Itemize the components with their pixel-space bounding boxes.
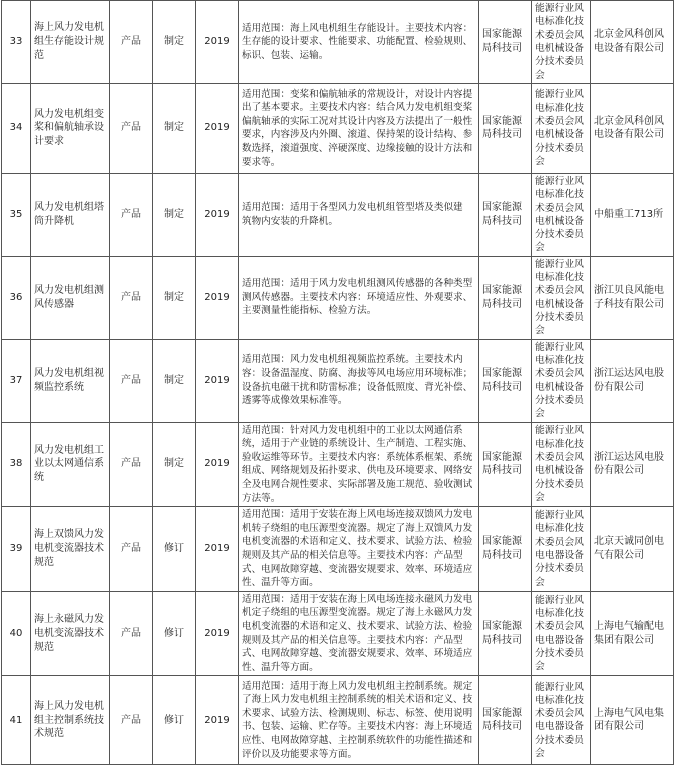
table-row — [2, 507, 674, 592]
standard-action: 修订 — [153, 591, 196, 676]
managing-department: 国家能源局科技司 — [479, 591, 532, 676]
row-number: 34 — [2, 83, 31, 173]
technical-committee: 能源行业风电标准化技术委员会风电电器设备分技术委员会 — [532, 591, 591, 676]
standard-name: 海上风力发电机组生存能设计规范 — [31, 1, 110, 84]
plan-year: 2019 — [196, 507, 239, 592]
scope-and-content: 适用范围：适用于各型风力发电机组管型塔及类似建 筑物内安装的升降机。 — [239, 173, 479, 256]
standard-name: 风力发电机组测风传感器 — [31, 256, 110, 339]
standards-table — [1, 0, 674, 765]
scope-and-content: 适用范围：适用于风力发电机组测风传感器的各种类型测风传感器。主要技术内容：环境适应性、外观要求、主要测量性能指标、检验方法。 — [239, 256, 479, 339]
table-row — [2, 339, 674, 422]
row-number: 38 — [2, 422, 31, 507]
plan-year: 2019 — [196, 422, 239, 507]
standard-name: 海上双馈风力发电机变流器技术规范 — [31, 507, 110, 592]
standard-name: 海上永磁风力发电机变流器技术规范 — [31, 591, 110, 676]
standard-action: 制定 — [153, 422, 196, 507]
drafting-organization: 北京天诚同创电气有限公司 — [591, 507, 674, 592]
drafting-organization: 中船重工713所 — [591, 173, 674, 256]
table-row — [2, 676, 674, 765]
plan-year: 2019 — [196, 591, 239, 676]
drafting-organization: 浙江贝良风能电子科技有限公司 — [591, 256, 674, 339]
standard-name: 风力发电机组工业以太网通信系统 — [31, 422, 110, 507]
standard-name: 风力发电机组视频监控系统 — [31, 339, 110, 422]
table-row — [2, 422, 674, 507]
table-row — [2, 256, 674, 339]
plan-year: 2019 — [196, 83, 239, 173]
scope-and-content: 适用范围：海上风电机组生存能设计。主要技术内容：生存能的设计要求、性能要求、功能配置、检验规则、标识、包装、运输。 — [239, 1, 479, 84]
scope-and-content: 适用范围：变桨和偏航轴承的常规设计，对设计内容提出了基本要求。主要技术内容：结合风力发电机组变桨偏航轴承的实际工况对其设计内容及方法提出了一般性要求，内容涉及内外圈、滚道、保持架的设计结构、参数选择，滚道强度、淬硬深度、边缘接触的设计方法和要求等。 — [239, 83, 479, 173]
scope-and-content: 适用范围：风力发电机组视频监控系统。主要技术内容：设备温湿度、防腐、海拔等风电场应用环境标准；设备抗电磁干扰和防雷标准；设备低照度、背光补偿、透雾等成像效果标准等。 — [239, 339, 479, 422]
standard-type: 产品 — [110, 339, 153, 422]
managing-department: 国家能源局科技司 — [479, 676, 532, 765]
table-row — [2, 591, 674, 676]
plan-year: 2019 — [196, 676, 239, 765]
row-number: 40 — [2, 591, 31, 676]
standard-name: 风力发电机组变桨和偏航轴承设计要求 — [31, 83, 110, 173]
standard-type: 产品 — [110, 676, 153, 765]
managing-department: 国家能源局科技司 — [479, 1, 532, 84]
drafting-organization: 北京金风科创风电设备有限公司 — [591, 83, 674, 173]
technical-committee: 能源行业风电标准化技术委员会风电机械设备分技术委员会 — [532, 339, 591, 422]
standard-action: 制定 — [153, 339, 196, 422]
standard-name: 风力发电机组塔筒升降机 — [31, 173, 110, 256]
managing-department: 国家能源局科技司 — [479, 507, 532, 592]
table-row — [2, 173, 674, 256]
managing-department: 国家能源局科技司 — [479, 339, 532, 422]
scope-and-content: 适用范围：适用于安装在海上风电场连接永磁风力发电机定子绕组的电压源型变流器。规定了海上永磁风力发电机变流器的术语和定义、技术要求、试验方法、检验规则及其产品的相关信息等。主要技术内容：产品型式、电网故障穿越、变流器安规要求、效率、环境适应性、温升等方面。 — [239, 591, 479, 676]
standard-name: 海上风力发电机组主控制系统技术规范 — [31, 676, 110, 765]
standard-action: 制定 — [153, 173, 196, 256]
standard-type: 产品 — [110, 1, 153, 84]
row-number: 36 — [2, 256, 31, 339]
table-row — [2, 1, 674, 84]
standard-action: 修订 — [153, 676, 196, 765]
managing-department: 国家能源局科技司 — [479, 83, 532, 173]
plan-year: 2019 — [196, 256, 239, 339]
drafting-organization: 北京金风科创风电设备有限公司 — [591, 1, 674, 84]
technical-committee: 能源行业风电标准化技术委员会风电电器设备分技术委员会 — [532, 507, 591, 592]
technical-committee: 能源行业风电标准化技术委员会风电机械设备分技术委员会 — [532, 173, 591, 256]
standard-type: 产品 — [110, 422, 153, 507]
drafting-organization: 上海电气风电集团有限公司 — [591, 676, 674, 765]
plan-year: 2019 — [196, 173, 239, 256]
plan-year: 2019 — [196, 339, 239, 422]
technical-committee: 能源行业风电标准化技术委员会风电机械设备分技术委员会 — [532, 422, 591, 507]
scope-and-content: 适用范围：针对风力发电机组中的工业以太网通信系统，适用于产业链的系统设计、生产制造、工程实施、验收运维等环节。主要技术内容：系统体系框架、系统组成、网络规划及拓扑要求、供电及环境要求、网络安全及电网合规性要求、实际部署及施工规范、验收测试方法等。 — [239, 422, 479, 507]
managing-department: 国家能源局科技司 — [479, 173, 532, 256]
standard-action: 制定 — [153, 256, 196, 339]
standard-type: 产品 — [110, 83, 153, 173]
standard-type: 产品 — [110, 173, 153, 256]
standard-action: 修订 — [153, 507, 196, 592]
standard-action: 制定 — [153, 1, 196, 84]
managing-department: 国家能源局科技司 — [479, 422, 532, 507]
row-number: 35 — [2, 173, 31, 256]
row-number: 39 — [2, 507, 31, 592]
standard-type: 产品 — [110, 507, 153, 592]
drafting-organization: 浙江运达风电股份有限公司 — [591, 422, 674, 507]
scope-and-content: 适用范围：适用于安装在海上风电场连接双馈风力发电机转子绕组的电压源型变流器。规定了海上双馈风力发电机变流器的术语和定义、技术要求、试验方法、检验规则及其产品的相关信息等。主要技术内容：产品型式、电网故障穿越、变流器安规要求、效率、环境适应性、温升等方面。 — [239, 507, 479, 592]
technical-committee: 能源行业风电标准化技术委员会风电电器设备分技术委员会 — [532, 676, 591, 765]
scope-and-content: 适用范围：适用于海上风力发电机组主控制系统。规定了海上风力发电机组主控制系统的相关术语和定义、技术要求、试验方法、检测规则、标志、标签、使用说明书、包装、运输、贮存等。主要技术内容：海上环境适应性、电网故障穿越、主控制系统软件的功能性描述和评价以及功能要求等方面。 — [239, 676, 479, 765]
drafting-organization: 上海电气输配电集团有限公司 — [591, 591, 674, 676]
standard-type: 产品 — [110, 256, 153, 339]
managing-department: 国家能源局科技司 — [479, 256, 532, 339]
technical-committee: 能源行业风电标准化技术委员会风电机械设备分技术委员会 — [532, 1, 591, 84]
technical-committee: 能源行业风电标准化技术委员会风电机械设备分技术委员会 — [532, 256, 591, 339]
row-number: 41 — [2, 676, 31, 765]
row-number: 33 — [2, 1, 31, 84]
standard-type: 产品 — [110, 591, 153, 676]
table-row — [2, 83, 674, 173]
standard-action: 制定 — [153, 83, 196, 173]
technical-committee: 能源行业风电标准化技术委员会风电机械设备分技术委员会 — [532, 83, 591, 173]
plan-year: 2019 — [196, 1, 239, 84]
drafting-organization: 浙江运达风电股份有限公司 — [591, 339, 674, 422]
row-number: 37 — [2, 339, 31, 422]
